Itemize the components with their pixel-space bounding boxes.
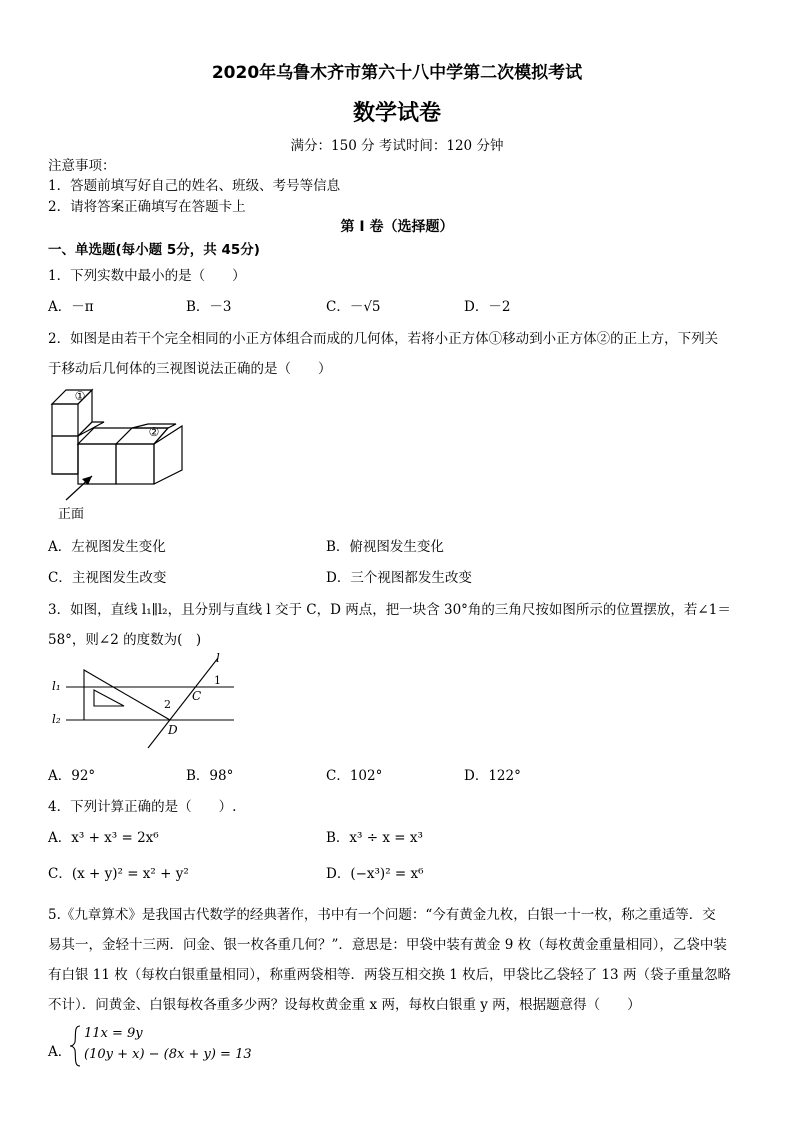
line-l2-label: l₂ [52,712,61,726]
q1-option-b: B．－3 [186,299,232,315]
q3-option-a: A．92° [48,768,96,784]
notice-item: 1．答题前填写好自己的姓名、班级、考号等信息 [48,178,341,194]
q2-option-d: D．三个视图都发生改变 [326,570,472,586]
q5-line1: 5.《九章算术》是我国古代数学的经典著作，书中有一个问题：“今有黄金九枚，白银一十一枚，称之重适等．交 [48,907,716,923]
q2-option-a: A．左视图发生变化 [48,539,166,555]
notice-item: 2．请将答案正确填写在答题卡上 [48,199,246,215]
brace-icon [68,1024,82,1068]
q5-line2: 易其一，金轻十三两．问金、银一枚各重几何？”．意思是：甲袋中装有黄金 9 枚（每枚黄金重量相同），乙袋中装 [48,937,727,953]
q2-option-c: C．主视图发生改变 [48,570,167,586]
q1-option-a: A．－π [48,299,94,315]
notice-heading: 注意事项： [48,158,116,174]
q3-option-d: D．122° [464,768,521,784]
q5-option-a-eq1: 11x = 9y [84,1026,143,1041]
q3-stem-line1: 3．如图，直线 l₁∥l₂，且分别与直线 l 交于 C，D 两点，把一块含 30°角的三角尺按如图所示的位置摆放，若∠1＝ [48,602,731,618]
line-l1-label: l₁ [52,679,61,693]
front-label: 正面 [58,507,85,522]
subject-title: 数学试卷 [352,101,441,126]
q1-stem: 1．下列实数中最小的是（ ） [48,268,246,284]
q4-option-d: D．(−x³)² = x⁶ [326,866,424,882]
q4-option-a: A．x³ + x³ = 2x⁶ [48,830,159,846]
q2-option-b: B．俯视图发生变化 [326,539,444,555]
q2-stem-line2: 于移动后几何体的三视图说法正确的是（ ） [48,361,332,377]
q2-cube-figure [44,384,194,524]
part-title: 第 I 卷（选择题） [340,219,454,235]
q3-option-b: B．98° [186,768,234,784]
angle-2-label: 2 [164,698,171,711]
q1-option-d: D．－2 [464,299,511,315]
exam-title: 2020年乌鲁木齐市第六十八中学第二次模拟考试 [211,63,583,83]
q4-option-b: B．x³ ÷ x = x³ [326,830,423,846]
point-c-label: C [192,689,202,703]
q3-lines-figure [48,650,248,750]
section-title: 一、单选题(每小题 5分，共 45分) [48,242,260,258]
q1-option-c: C．－√5 [326,299,381,315]
exam-info: 满分：150 分 考试时间：120 分钟 [290,138,504,154]
q3-stem-line2: 58°，则∠2 的度数为( ) [48,632,202,648]
q2-stem-line1: 2．如图是由若干个完全相同的小正方体组合而成的几何体，若将小正方体①移动到小正方体②的正上方，下列关 [48,331,719,347]
q4-stem: 4．下列计算正确的是（ ）. [48,799,237,815]
line-l-label: l [216,651,220,665]
cube-1-label: ① [74,389,86,403]
cube-2-label: ② [148,425,160,439]
angle-1-label: 1 [214,674,221,687]
q5-option-a-label: A． [48,1044,72,1060]
q5-line3: 有白银 11 枚（每枚白银重量相同），称重两袋相等．两袋互相交换 1 枚后，甲袋比乙袋轻了 13 两（袋子重量忽略 [48,967,731,983]
q3-option-c: C．102° [326,768,383,784]
q5-line4: 不计）．问黄金、白银每枚各重多少两？设每枚黄金重 x 两，每枚白银重 y 两，根据题意得（ ） [48,997,641,1013]
point-d-label: D [168,723,178,737]
q5-option-a-eq2: (10y + x) − (8x + y) = 13 [84,1047,252,1062]
q4-option-c: C．(x + y)² = x² + y² [48,866,189,882]
